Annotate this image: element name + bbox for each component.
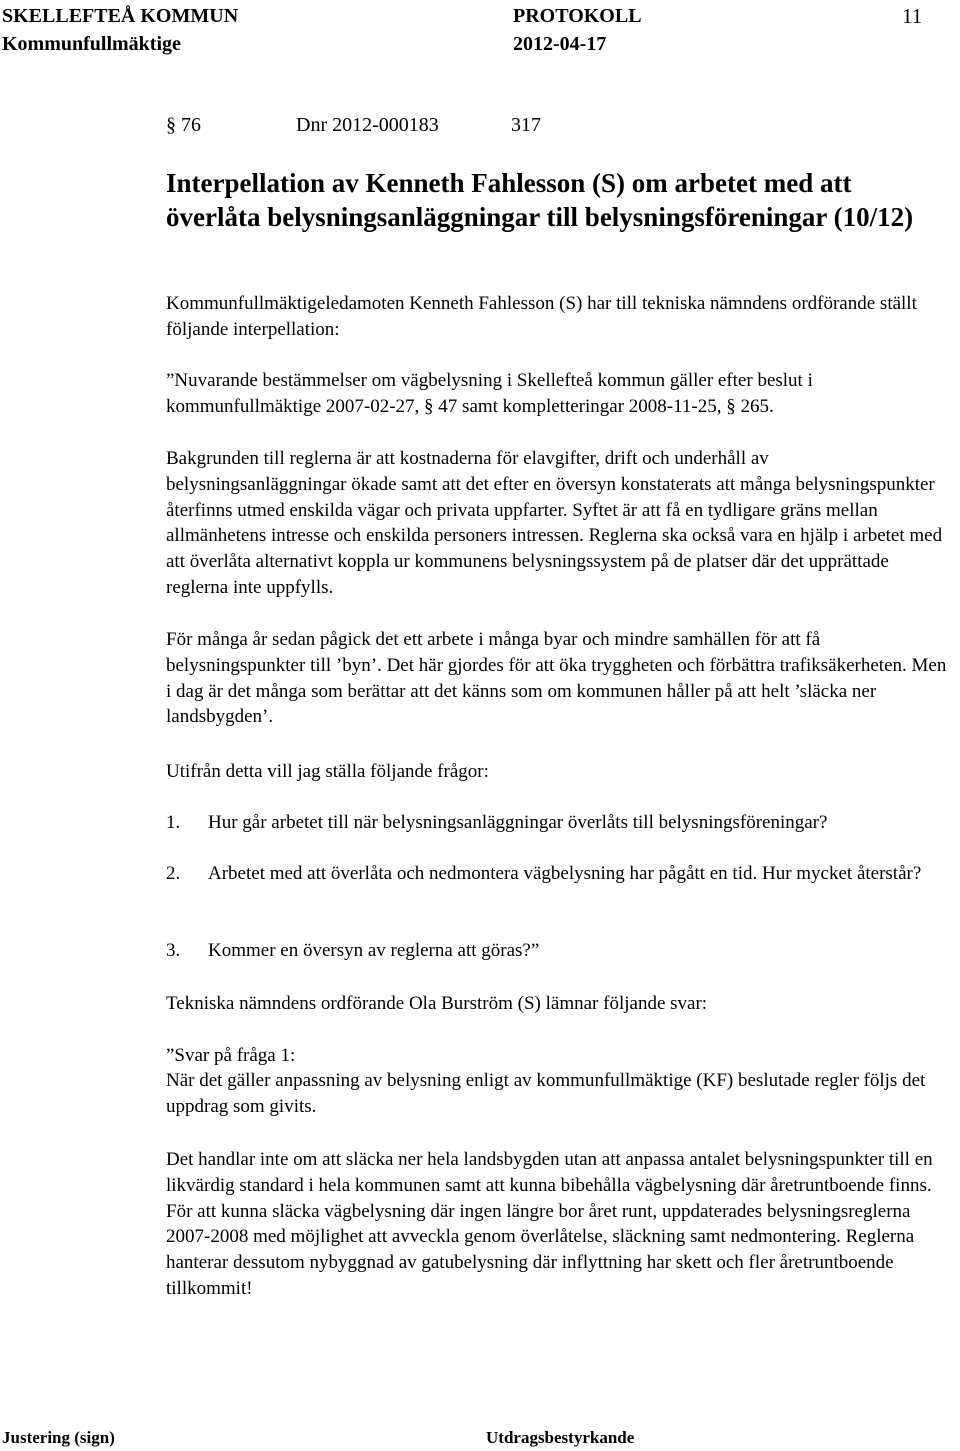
question-item	[166, 938, 951, 964]
question-text: Hur går arbetet till när belysningsanläggningar överlåts till belysningsföreningar?	[208, 812, 828, 833]
header-doc-type: PROTOKOLL	[513, 5, 642, 27]
page-number: 11	[902, 4, 923, 28]
paragraph-number: 76	[181, 114, 201, 136]
answer-heading: ”Svar på fråga 1:	[166, 1045, 296, 1066]
header-organization: SKELLEFTEÅ KOMMUN	[2, 5, 239, 27]
document-title: Interpellation av Kenneth Fahlesson (S) om arbetet med att överlåta belysningsanläggningar till belysningsföreningar (10/12)	[166, 168, 914, 232]
interpellation-paragraph-3: För många år sedan pågick det ett arbete i många byar och mindre samhällen för att få belysningspunkter till ’byn’. Det här gjordes för att öka tryggheten och förbättra trafiksäkerheten. Men i dag är det många som berättar att det känns som om kommunen håller på att helt ’släcka ner landsbygden’.	[166, 629, 947, 728]
footer-utdragsbestyrkande: Utdragsbestyrkande	[486, 1428, 635, 1447]
interpellation-paragraph-1: ”Nuvarande bestämmelser om vägbelysning i Skellefteå kommun gäller efter beslut i kommunfullmäktige 2007-02-27, § 47 samt kompletteringar 2008-11-25, § 265.	[166, 370, 813, 417]
paragraph-code: 317	[511, 114, 541, 136]
interpellation-paragraph-2: Bakgrunden till reglerna är att kostnaderna för elavgifter, drift och underhåll av belysningsanläggningar ökade samt att det efter en översyn konstaterats att många belysningspunkter återfinns utmed enskilda vägar och privata uppfarter. Syftet är att få en tydligare gräns mellan allmänhetens intresse och enskilda personers intressen. Reglerna ska också vara en hjälp i arbetet med att överlåta alternativt koppla ur kommunens belysningssystem på de platser där det upprättade reglerna inte uppfylls.	[166, 448, 943, 598]
question-number: 2.	[166, 863, 181, 884]
footer-justering: Justering (sign)	[2, 1428, 115, 1447]
question-number: 1.	[166, 812, 181, 833]
question-number: 3.	[166, 940, 181, 961]
header-body: Kommunfullmäktige	[2, 33, 181, 55]
answer-paragraph-1: När det gäller anpassning av belysning enligt av kommunfullmäktige (KF) beslutade regler följs det uppdrag som givits.	[166, 1070, 926, 1117]
question-item	[166, 810, 951, 836]
question-text: Kommer en översyn av reglerna att göras?”	[208, 940, 540, 961]
answer-intro: Tekniska nämndens ordförande Ola Burström (S) lämnar följande svar:	[166, 993, 708, 1014]
questions-intro: Utifrån detta vill jag ställa följande frågor:	[166, 761, 489, 782]
paragraph-reference: § 76 Dnr 2012-000183 317	[166, 114, 541, 136]
dnr: Dnr 2012-000183	[296, 114, 439, 136]
question-text: Arbetet med att överlåta och nedmontera vägbelysning har pågått en tid. Hur mycket återstår?	[208, 863, 922, 884]
header-date: 2012-04-17	[513, 33, 607, 55]
intro-paragraph: Kommunfullmäktigeledamoten Kenneth Fahlesson (S) har till tekniska nämndens ordförande ställt följande interpellation:	[166, 293, 917, 340]
question-item	[166, 861, 951, 887]
answer-paragraph-2: Det handlar inte om att släcka ner hela landsbygden utan att anpassa antalet belysningspunkter till en likvärdig standard i hela kommunen samt att kunna bibehålla vägbelysning där åretruntboende finns. För att kunna släcka vägbelysning där ingen längre bor året runt, uppdaterades belysningsreglerna 2007-2008 med möjlighet att avveckla genom överlåtelse, släckning samt nedmontering. Reglerna hanterar dessutom nybyggnad av gatubelysning där inflyttning har skett och fler åretruntboende tillkommit!	[166, 1149, 933, 1299]
